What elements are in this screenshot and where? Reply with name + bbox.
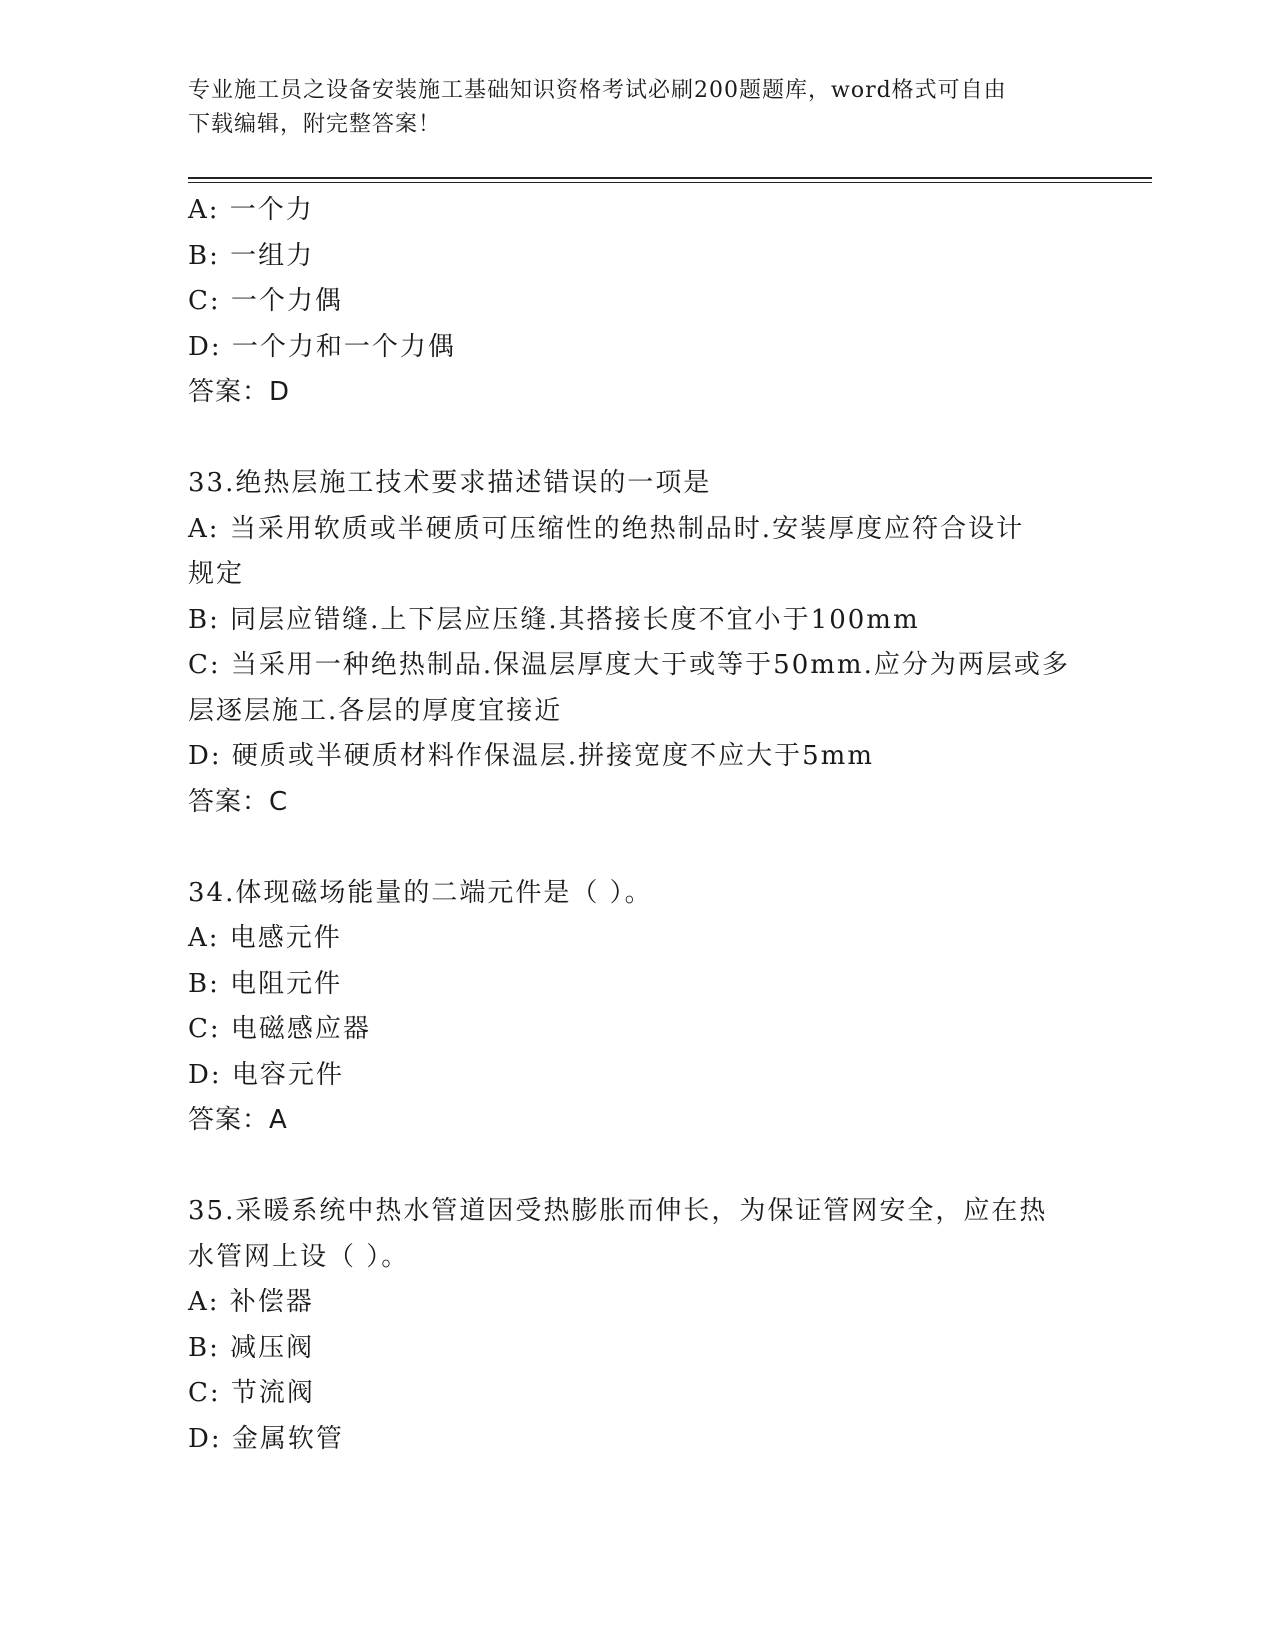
option-a-continued: 规定 bbox=[188, 559, 245, 589]
question-34-block bbox=[188, 871, 1088, 1144]
question-text: 34.体现磁场能量的二端元件是（ ）。 bbox=[188, 877, 653, 908]
option-c: C: 当采用一种绝热制品.保温层厚度大于或等于50mm.应分为两层或多 bbox=[188, 650, 1070, 680]
spacer bbox=[188, 416, 1088, 462]
header-title-line-1: 专业施工员之设备安装施工基础知识资格考试必刷200题题库，word格式可自由 bbox=[188, 78, 1007, 103]
option-a: A: 当采用软质或半硬质可压缩性的绝热制品时.安装厚度应符合设计 bbox=[188, 513, 1025, 544]
question-32-block bbox=[188, 188, 1088, 416]
option-d: D: 一个力和一个力偶 bbox=[188, 331, 456, 362]
answer-label: 答案：A bbox=[188, 1105, 288, 1135]
question-text: 33.绝热层施工技术要求描述错误的一项是 bbox=[188, 468, 712, 498]
option-d: D: 金属软管 bbox=[188, 1423, 344, 1454]
header-divider-thick bbox=[188, 177, 1152, 179]
option-a: A: 一个力 bbox=[188, 195, 314, 225]
question-text: 35.采暖系统中热水管道因受热膨胀而伸长，为保证管网安全，应在热 bbox=[188, 1196, 1048, 1226]
question-list bbox=[188, 188, 1088, 1462]
option-a: A: 电感元件 bbox=[188, 923, 342, 953]
question-text-continued: 水管网上设（ ）。 bbox=[188, 1241, 410, 1272]
answer-label: 答案：C bbox=[188, 786, 289, 817]
option-c: C: 一个力偶 bbox=[188, 286, 343, 316]
option-c: C: 电磁感应器 bbox=[188, 1014, 371, 1044]
option-b: B: 减压阀 bbox=[188, 1332, 315, 1363]
option-d: D: 硬质或半硬质材料作保温层.拼接宽度不应大于5mm bbox=[188, 741, 874, 771]
option-b: B: 一组力 bbox=[188, 240, 315, 271]
option-b: B: 同层应错缝.上下层应压缝.其搭接长度不宜小于100mm bbox=[188, 604, 920, 635]
header-divider-thin bbox=[188, 182, 1152, 183]
spacer bbox=[188, 1144, 1088, 1190]
option-a: A: 补偿器 bbox=[188, 1287, 314, 1317]
option-c-continued: 层逐层施工.各层的厚度宜接近 bbox=[188, 695, 563, 726]
spacer bbox=[188, 825, 1088, 871]
option-c: C: 节流阀 bbox=[188, 1378, 315, 1408]
document-header bbox=[188, 74, 1068, 142]
answer-label: 答案：D bbox=[188, 377, 291, 407]
header-title-line-2: 下载编辑，附完整答案！ bbox=[188, 112, 442, 137]
question-33-block bbox=[188, 461, 1088, 825]
option-d: D: 电容元件 bbox=[188, 1059, 344, 1090]
option-b: B: 电阻元件 bbox=[188, 968, 343, 999]
question-35-block bbox=[188, 1189, 1088, 1462]
